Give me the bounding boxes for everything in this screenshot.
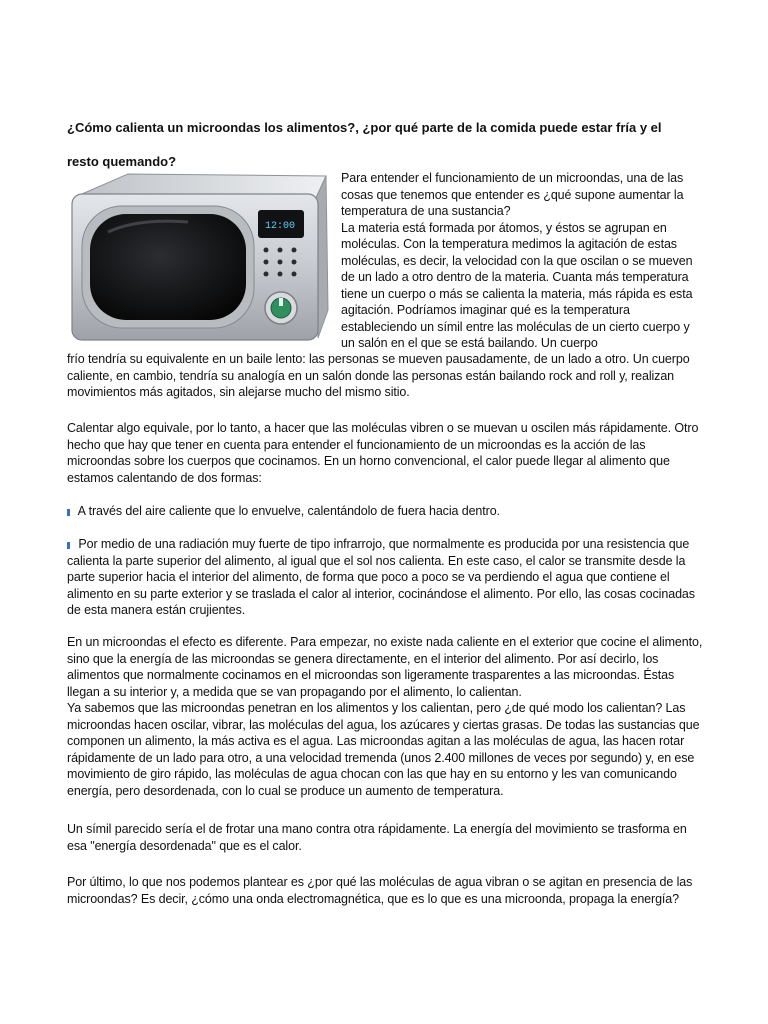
bullet-icon xyxy=(67,542,70,549)
bullet-item-1 xyxy=(67,503,707,520)
display-value: 12:00 xyxy=(265,221,296,232)
paragraph-microwave-1: En un microondas el efecto es diferente. Para empezar, no existe nada caliente en el exterior que cocine el alimento, sino que la energía de las microondas se genera directamente, en el interior del alimento. Por así decirlo, los alimentos que normalmente cocinamos en el microondas son ligeramente trasparentes a las microondas. Éstas llegan a su interior y, a medida que se van propagando por el alimento, lo calientan. xyxy=(67,635,703,699)
paragraph-heating: Calentar algo equivale, por lo tanto, a hacer que las moléculas vibren o se muevan u oscilen más rápidamente. Otro hecho que hay que tener en cuenta para entender el funcionamiento de un microondas es la acción de las microondas sobre los cuerpos que cocinamos. En un horno convencional, el calor puede llegar al alimento que estamos calentando de dos formas: xyxy=(67,421,699,485)
paragraph-final: Por último, lo que nos podemos plantear es ¿por qué las moléculas de agua vibran o se agitan en presencia de las microondas? Es decir, ¿cómo una onda electromagnética, que es lo que es una microonda, propaga la energía? xyxy=(67,875,693,906)
bullet-icon xyxy=(67,509,70,516)
title-line-1: ¿Cómo calienta un microondas los alimentos?, ¿por qué parte de la comida puede estar fría y el xyxy=(67,120,662,135)
intro-paragraph-1: Para entender el funcionamiento de un microondas, una de las cosas que tenemos que entender es ¿qué supone aumentar la temperatura de una sustancia? xyxy=(341,171,684,218)
paragraph-microwave-effect xyxy=(67,634,707,799)
microwave-icon xyxy=(68,170,330,348)
title-line-2: resto quemando? xyxy=(67,154,177,169)
intro-paragraph-float xyxy=(341,170,703,352)
intro-paragraph-2: La materia está formada por átomos, y éstos se agrupan en moléculas. Con la temperatura medimos la agitación de estas moléculas, es decir, la velocidad con la que oscilan o se mueven de un lado a otro dentro de la materia. Cuanta más temperatura tiene un cuerpo o más se calienta la materia, más rápida es esta agitación. Podríamos imaginar qué es la temperatura estableciendo un símil entre las moléculas de un cierto cuerpo y un salón en el que se está bailando. Un cuerpo xyxy=(341,220,693,350)
intro-paragraph-2-continued: frío tendría su equivalente en un baile lento: las personas se mueven pausadamente, de un lado a otro. Un cuerpo caliente, en cambio, tendría su analogía en un salón donde las personas están bailando rock and roll y, realizan movimientos más agitados, sin alejarse mucho del mismo sitio. xyxy=(67,352,690,399)
paragraph-microwave-2: Ya sabemos que las microondas penetran en los alimentos y los calientan, pero ¿de qué modo los calientan? Las microondas hacen oscilar, vibrar, las moléculas del agua, los azúcares y ciertas grasas. De todas las sustancias que componen un alimento, la más activa es el agua. Las microondas agitan a las moléculas de agua, las hacen rotar rápidamente de un lado para otro, a una velocidad tremenda (unos 2.400 millones de veces por segundo) y, en ese movimiento de giro rápido, las moléculas de agua chocan con las que hay en su entorno y les van comunicando energía, pero desordenada, con lo cual se produce un aumento de temperatura. xyxy=(67,701,700,798)
document-title xyxy=(67,111,717,179)
bullet-item-2 xyxy=(67,536,707,619)
microwave-oven-image xyxy=(68,170,330,348)
bullet-text-1: A través del aire caliente que lo envuelve, calentándolo de fuera hacia dentro. xyxy=(75,504,500,518)
bullet-text-2: Por medio de una radiación muy fuerte de tipo infrarrojo, que normalmente es producida por una resistencia que calienta la parte superior del alimento, al igual que el sol nos calienta. En este caso, el calor se transmite desde la parte superior hacia el interior del alimento, de forma que poco a poco se va perdiendo el agua que contiene el alimento en su parte exterior y se traslada el calor al interior, cocinándose el alimento. Por ello, las cosas cocinadas de esta manera están crujientes. xyxy=(67,537,695,617)
paragraph-simile: Un símil parecido sería el de frotar una mano contra otra rápidamente. La energía del movimiento se trasforma en esa "energía desordenada" que es el calor. xyxy=(67,822,687,853)
